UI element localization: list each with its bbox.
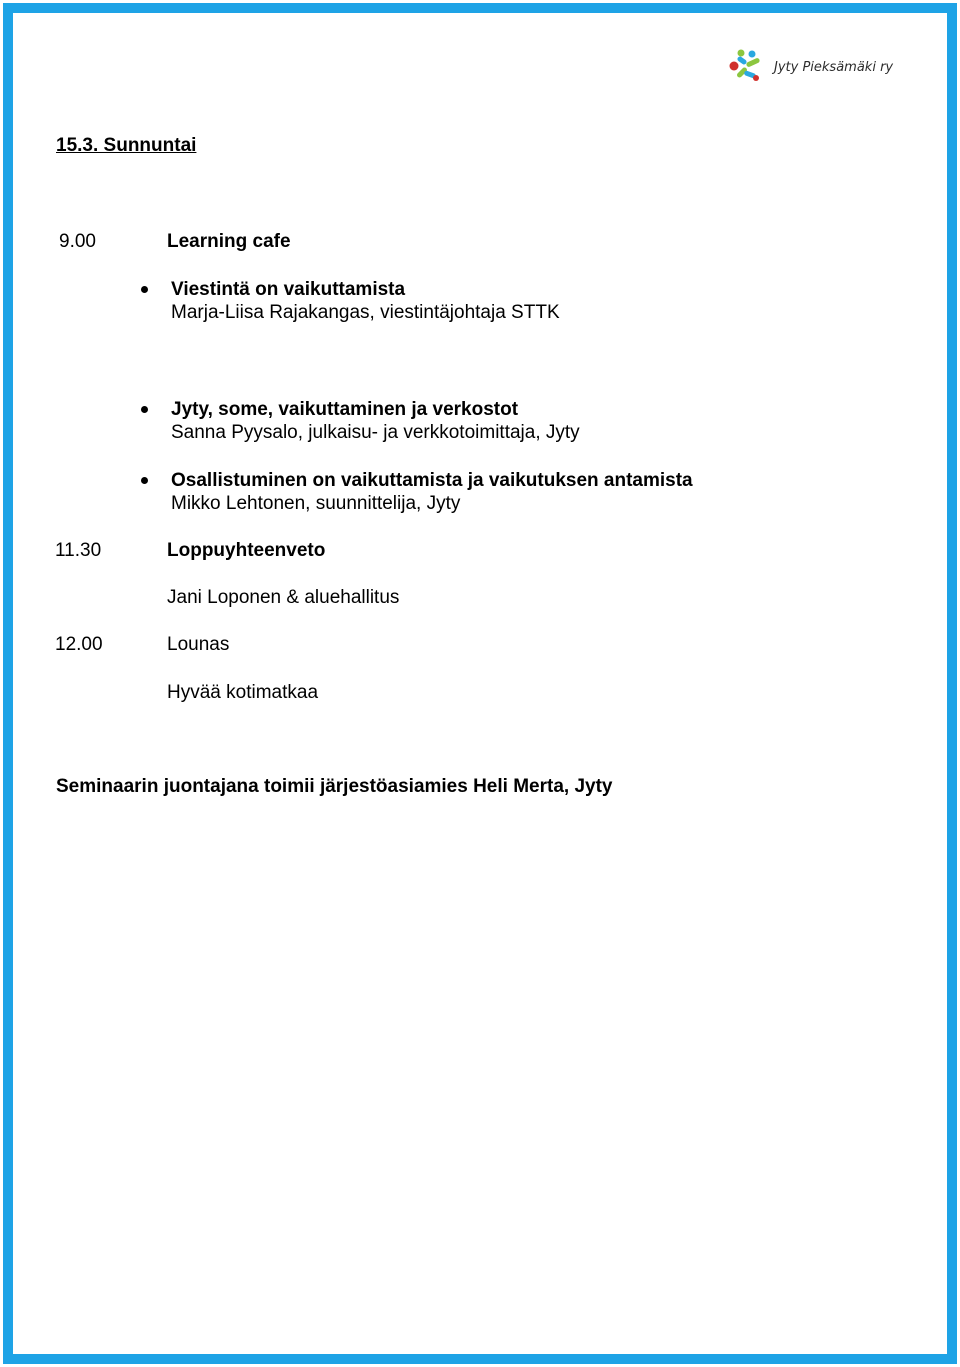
session-time: 9.00 [59, 231, 96, 252]
topic-title: Osallistuminen on vaikuttamista ja vaikutuksen antamista [171, 470, 693, 491]
page-title: 15.3. Sunnuntai [56, 135, 197, 156]
topic-title: Jyty, some, vaikuttaminen ja verkostot [171, 399, 519, 420]
logo-text: Jyty Pieksämäki ry [774, 60, 894, 75]
session-detail: Jani Loponen & aluehallitus [167, 587, 400, 608]
jyty-logo-mark-icon [726, 48, 770, 86]
session-detail: Hyvää kotimatkaa [167, 682, 319, 703]
bullet-icon [141, 477, 148, 484]
session-time: 12.00 [55, 634, 103, 655]
page-border [3, 3, 957, 1364]
session-title: Loppuyhteenveto [167, 540, 326, 561]
topic-speaker: Sanna Pyysalo, julkaisu- ja verkkotoimittaja, Jyty [171, 422, 580, 443]
topic-speaker: Marja-Liisa Rajakangas, viestintäjohtaja STTK [171, 302, 560, 323]
topic-speaker: Mikko Lehtonen, suunnittelija, Jyty [171, 493, 461, 514]
footer-note: Seminaarin juontajana toimii järjestöasiamies Heli Merta, Jyty [56, 776, 613, 797]
session-title: Learning cafe [167, 231, 291, 252]
jyty-logo [726, 48, 896, 86]
session-time: 11.30 [55, 540, 102, 561]
bullet-icon [141, 286, 148, 293]
bullet-icon [141, 406, 148, 413]
session-title: Lounas [167, 634, 230, 655]
topic-title: Viestintä on vaikuttamista [171, 279, 406, 300]
